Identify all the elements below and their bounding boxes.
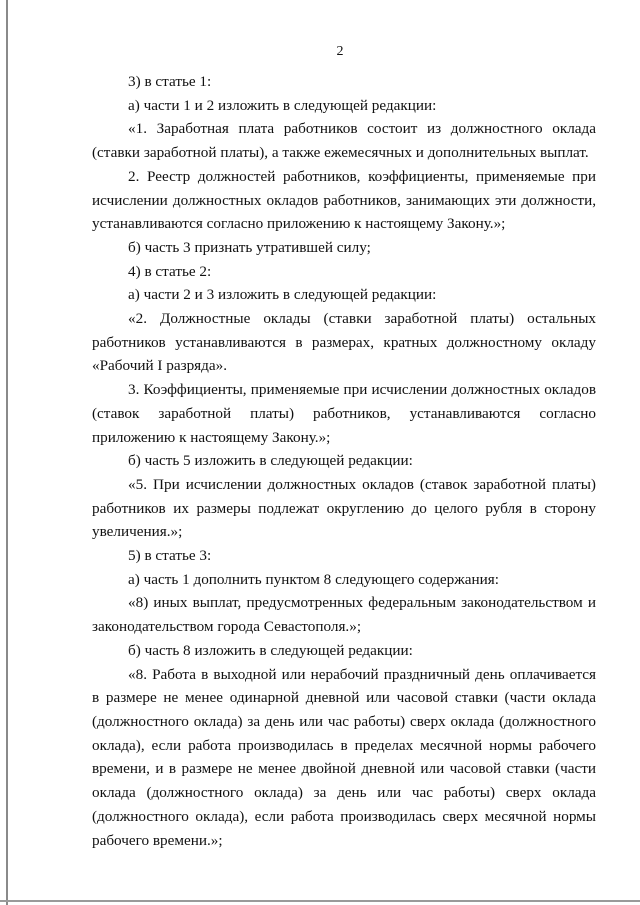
scan-edge-left — [6, 0, 8, 905]
scan-edge-bottom — [0, 900, 640, 902]
paragraph: 2. Реестр должностей работников, коэффициенты, применяемые при исчислении должностных окладов работников, занимающих эти должности, устанавливаются согласно приложению к настоящему Закону.»; — [92, 167, 596, 233]
paragraph: «8) иных выплат, предусмотренных федеральным законодательством и законодательством города Севастополя.»; — [92, 594, 596, 636]
paragraph: «8. Работа в выходной или нерабочий праздничный день оплачивается в размере не менее одинарной дневной или часовой ставки (части оклада (должностного оклада) за день или час работы) сверх оклада (должностного оклада), если работа производилась в пределах месячной нормы рабочего времени, и в размере не менее двойной дневной или часовой ставки (части оклада (должностного оклада) за день или час работы) сверх оклада (должностного оклада), если работа производилась сверх месячной нормы рабочего времени.»; — [92, 665, 596, 849]
paragraph: «5. При исчислении должностных окладов (ставок заработной платы) работников их размеры подлежат округлению до целого рубля в сторону увеличения.»; — [92, 475, 596, 541]
document-body — [92, 70, 596, 852]
page-number: 2 — [336, 44, 344, 59]
paragraph: 3. Коэффициенты, применяемые при исчислении должностных окладов (ставок заработной платы) работников, устанавливаются согласно приложению к настоящему Закону.»; — [92, 381, 596, 446]
paragraph: «2. Должностные оклады (ставки заработной платы) остальных работников устанавливаются в размерах, кратных должностному окладу «Рабочий I разряда». — [92, 310, 596, 375]
paragraph: б) часть 3 признать утратившей силу; — [128, 238, 371, 256]
paragraph: б) часть 5 изложить в следующей редакции: — [128, 452, 413, 470]
paragraph: а) части 2 и 3 изложить в следующей редакции: — [128, 286, 437, 304]
paragraph: а) части 1 и 2 изложить в следующей редакции: — [128, 96, 437, 114]
paragraph: а) часть 1 дополнить пунктом 8 следующего содержания: — [128, 570, 499, 588]
paragraph: б) часть 8 изложить в следующей редакции: — [128, 641, 413, 659]
paragraph: 4) в статье 2: — [128, 262, 212, 280]
paragraph: 5) в статье 3: — [128, 547, 212, 565]
paragraph: «1. Заработная плата работников состоит из должностного оклада (ставки заработной платы), а также ежемесячных и дополнительных выплат. — [92, 120, 596, 162]
paragraph: 3) в статье 1: — [128, 73, 212, 90]
